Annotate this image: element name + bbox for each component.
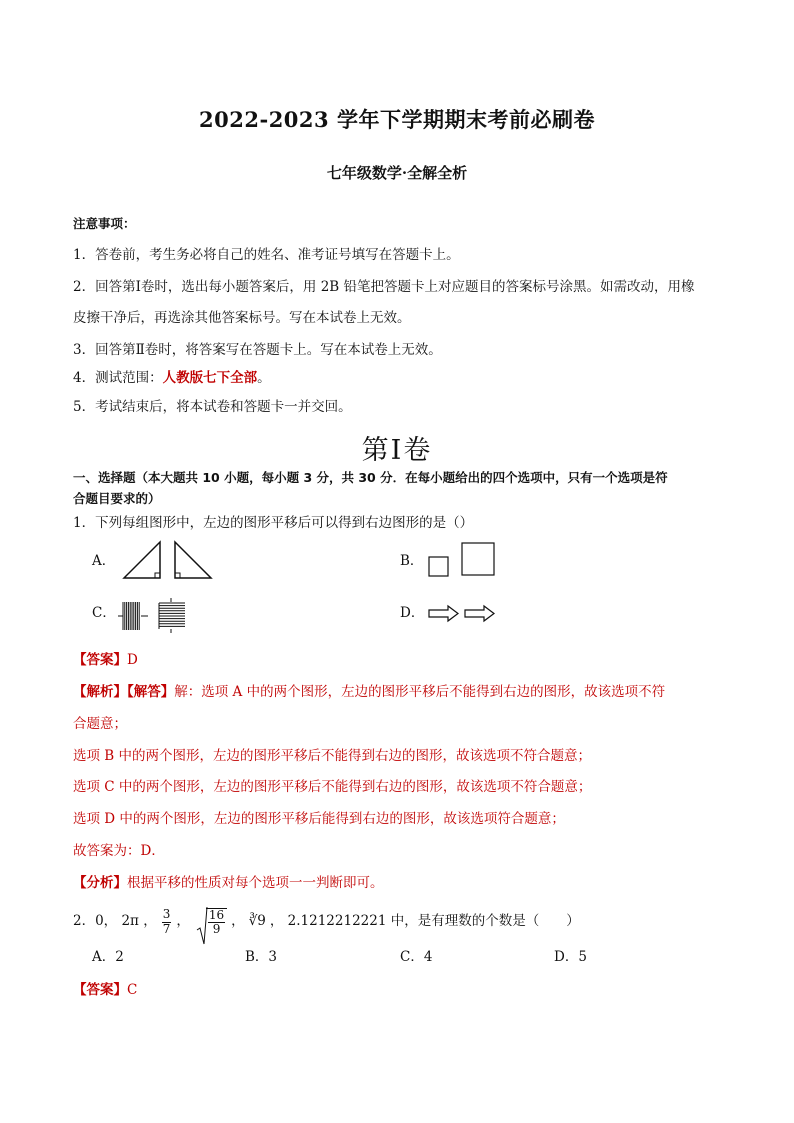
- analysis-text: 解：选项 A 中的两个图形，左边的图形平移后不能得到右边的图形，故该选项不符: [174, 684, 666, 700]
- notice-item-4-suffix: 。: [257, 370, 271, 386]
- square-icon: [429, 557, 448, 576]
- notice-item-3: 3．回答第Ⅱ卷时，将答案写在答题卡上。写在本试卷上无效。: [73, 342, 442, 358]
- q1-answer: [73, 654, 138, 668]
- notice-heading: 注意事项：: [73, 216, 136, 231]
- spring-coil-icon: [159, 598, 185, 633]
- page-subtitle: 七年级数学·全解全析: [326, 164, 468, 182]
- test-scope: 人教版七下全部: [162, 370, 258, 386]
- q1-fenxi: [73, 877, 384, 891]
- q1-option-b-figure: [428, 542, 508, 582]
- fenxi-tag: 【分析】: [73, 875, 127, 891]
- q1-option-b: B．: [400, 553, 424, 569]
- q2-fraction-3-7: [162, 908, 172, 935]
- q1-stem: 1．下列每组图形中，左边的图形平移后可以得到右边图形的是（）: [73, 515, 474, 531]
- fraction-denominator: 9: [212, 922, 221, 936]
- notice-item-4: [73, 372, 271, 386]
- square-icon: [462, 543, 494, 575]
- notice-item-5: 5．考试结束后，将本试卷和答题卡一并交回。: [73, 399, 352, 415]
- hollow-arrow-icon: [465, 606, 494, 621]
- page-title: 2022-2023 学年下学期期末考前必刷卷: [199, 107, 595, 132]
- q2-sep2: ，: [231, 913, 245, 930]
- q2-sqrt-16-9: [196, 908, 227, 936]
- q2-suffix: ， 2.1212212221 中，是有理数的个数是（ ）: [269, 913, 580, 930]
- q2-stem: [73, 902, 580, 942]
- q2-prefix: 2．0， 2π ，: [73, 913, 157, 930]
- q2-cbrt-9: ∛9: [248, 913, 266, 930]
- q1-option-c-figure: [118, 598, 198, 634]
- hollow-arrow-icon: [429, 606, 458, 621]
- right-triangle-icon: [124, 542, 160, 578]
- q1-option-a: A．: [92, 553, 116, 569]
- fraction-numerator: 3: [162, 907, 171, 922]
- answer-tag: 【答案】: [73, 982, 127, 998]
- q2-option-b: B．3: [245, 949, 278, 965]
- q2-option-c: C．4: [400, 949, 433, 965]
- answer-value: C: [127, 982, 138, 998]
- q1-analysis-line5: 选项 D 中的两个图形，左边的图形平移后能得到右边的图形，故该选项符合题意；: [73, 811, 565, 827]
- radical-sign-icon: [196, 906, 208, 946]
- analysis-tag: 【解析】【解答】: [73, 684, 175, 700]
- notice-item-1: 1．答卷前，考生务必将自己的姓名、准考证号填写在答题卡上。: [73, 247, 460, 263]
- q1-analysis-line1: [73, 686, 665, 700]
- q1-option-a-figure: [122, 540, 222, 580]
- notice-item-2-line1: 2．回答第Ⅰ卷时，选出每小题答案后，用 2B 铅笔把答题卡上对应题目的答案标号涂黑。如需改动，用橡: [73, 279, 695, 295]
- answer-tag: 【答案】: [73, 652, 127, 668]
- q2-answer: [73, 984, 137, 998]
- section-title: 第Ⅰ卷: [361, 435, 433, 466]
- q2-sep1: ，: [176, 913, 190, 930]
- part1-heading-line2: 合题目要求的）: [73, 491, 161, 506]
- fenxi-text: 根据平移的性质对每个选项一一判断即可。: [127, 875, 384, 891]
- notice-item-4-prefix: 4．测试范围：: [73, 370, 163, 386]
- q2-option-d: D．5: [554, 949, 587, 965]
- q1-option-d-figure: [428, 604, 508, 624]
- fraction-denominator: 7: [162, 921, 171, 936]
- q1-option-c: C．: [92, 605, 116, 621]
- q1-analysis-line2: 合题意；: [73, 716, 127, 732]
- notice-item-2-line2: 皮擦干净后，再选涂其他答案标号。写在本试卷上无效。: [73, 310, 411, 326]
- answer-value: D: [127, 652, 138, 668]
- part1-heading-line1: 一、选择题（本大题共 10 小题，每小题 3 分，共 30 分．在每小题给出的四个选项中，只有一个选项是符: [73, 470, 668, 485]
- q1-analysis-line4: 选项 C 中的两个图形，左边的图形平移后不能得到右边的图形，故该选项不符合题意；: [73, 779, 592, 795]
- q1-analysis-line6: 故答案为：D．: [73, 843, 165, 859]
- q2-option-a: A．2: [92, 949, 124, 965]
- q1-option-d: D．: [400, 605, 425, 621]
- q1-analysis-line3: 选项 B 中的两个图形，左边的图形平移后不能得到右边的图形，故该选项不符合题意；: [73, 748, 592, 764]
- fraction-numerator: 16: [208, 907, 225, 922]
- spring-coil-icon: [118, 602, 148, 630]
- right-triangle-icon: [175, 542, 211, 578]
